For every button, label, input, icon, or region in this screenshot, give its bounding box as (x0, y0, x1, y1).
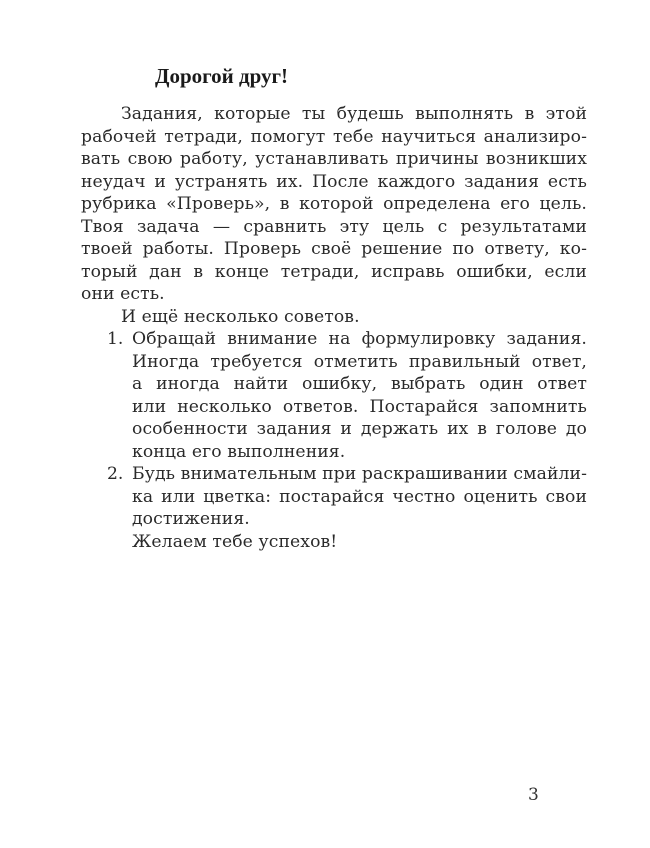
text-line: вать свою работу, устанавливать причины возникших (81, 149, 587, 169)
text-line: особенности задания и держать их в голове до (132, 419, 587, 439)
text-line: Задания, которые ты будешь выполнять в этой (121, 104, 587, 124)
list-number: 1. (107, 329, 124, 349)
closing-line: Желаем тебе успехов! (132, 532, 338, 552)
text-line: твоей работы. Проверь своё решение по ответу, ко- (81, 239, 587, 259)
text-line: конца его выполнения. (132, 442, 346, 462)
advice-intro: И ещё несколько советов. (121, 307, 360, 327)
text-line: или несколько ответов. Постарайся запомнить (132, 397, 587, 417)
text-line: торый дан в конце тетради, исправь ошибки, если (81, 262, 587, 282)
page-number: 3 (528, 785, 539, 805)
list-number: 2. (107, 464, 124, 484)
text-line: рубрика «Проверь», в которой определена его цель. (81, 194, 587, 214)
text-line: Твоя задача — сравнить эту цель с результатами (81, 217, 587, 237)
text-line: рабочей тетради, помогут тебе научиться анализиро- (81, 127, 587, 147)
page-title: Дорогой друг! (155, 64, 289, 88)
text-line: они есть. (81, 284, 165, 304)
text-line: ка или цветка: постарайся честно оценить свои (132, 487, 587, 507)
text-line: а иногда найти ошибку, выбрать один ответ (132, 374, 587, 394)
text-line: достижения. (132, 509, 250, 529)
text-line: Иногда требуется отметить правильный ответ, (132, 352, 587, 372)
text-line: Будь внимательным при раскрашивании смайли- (132, 464, 587, 484)
text-line: неудач и устранять их. После каждого задания есть (81, 172, 587, 192)
text-line: Обращай внимание на формулировку задания. (132, 329, 587, 349)
